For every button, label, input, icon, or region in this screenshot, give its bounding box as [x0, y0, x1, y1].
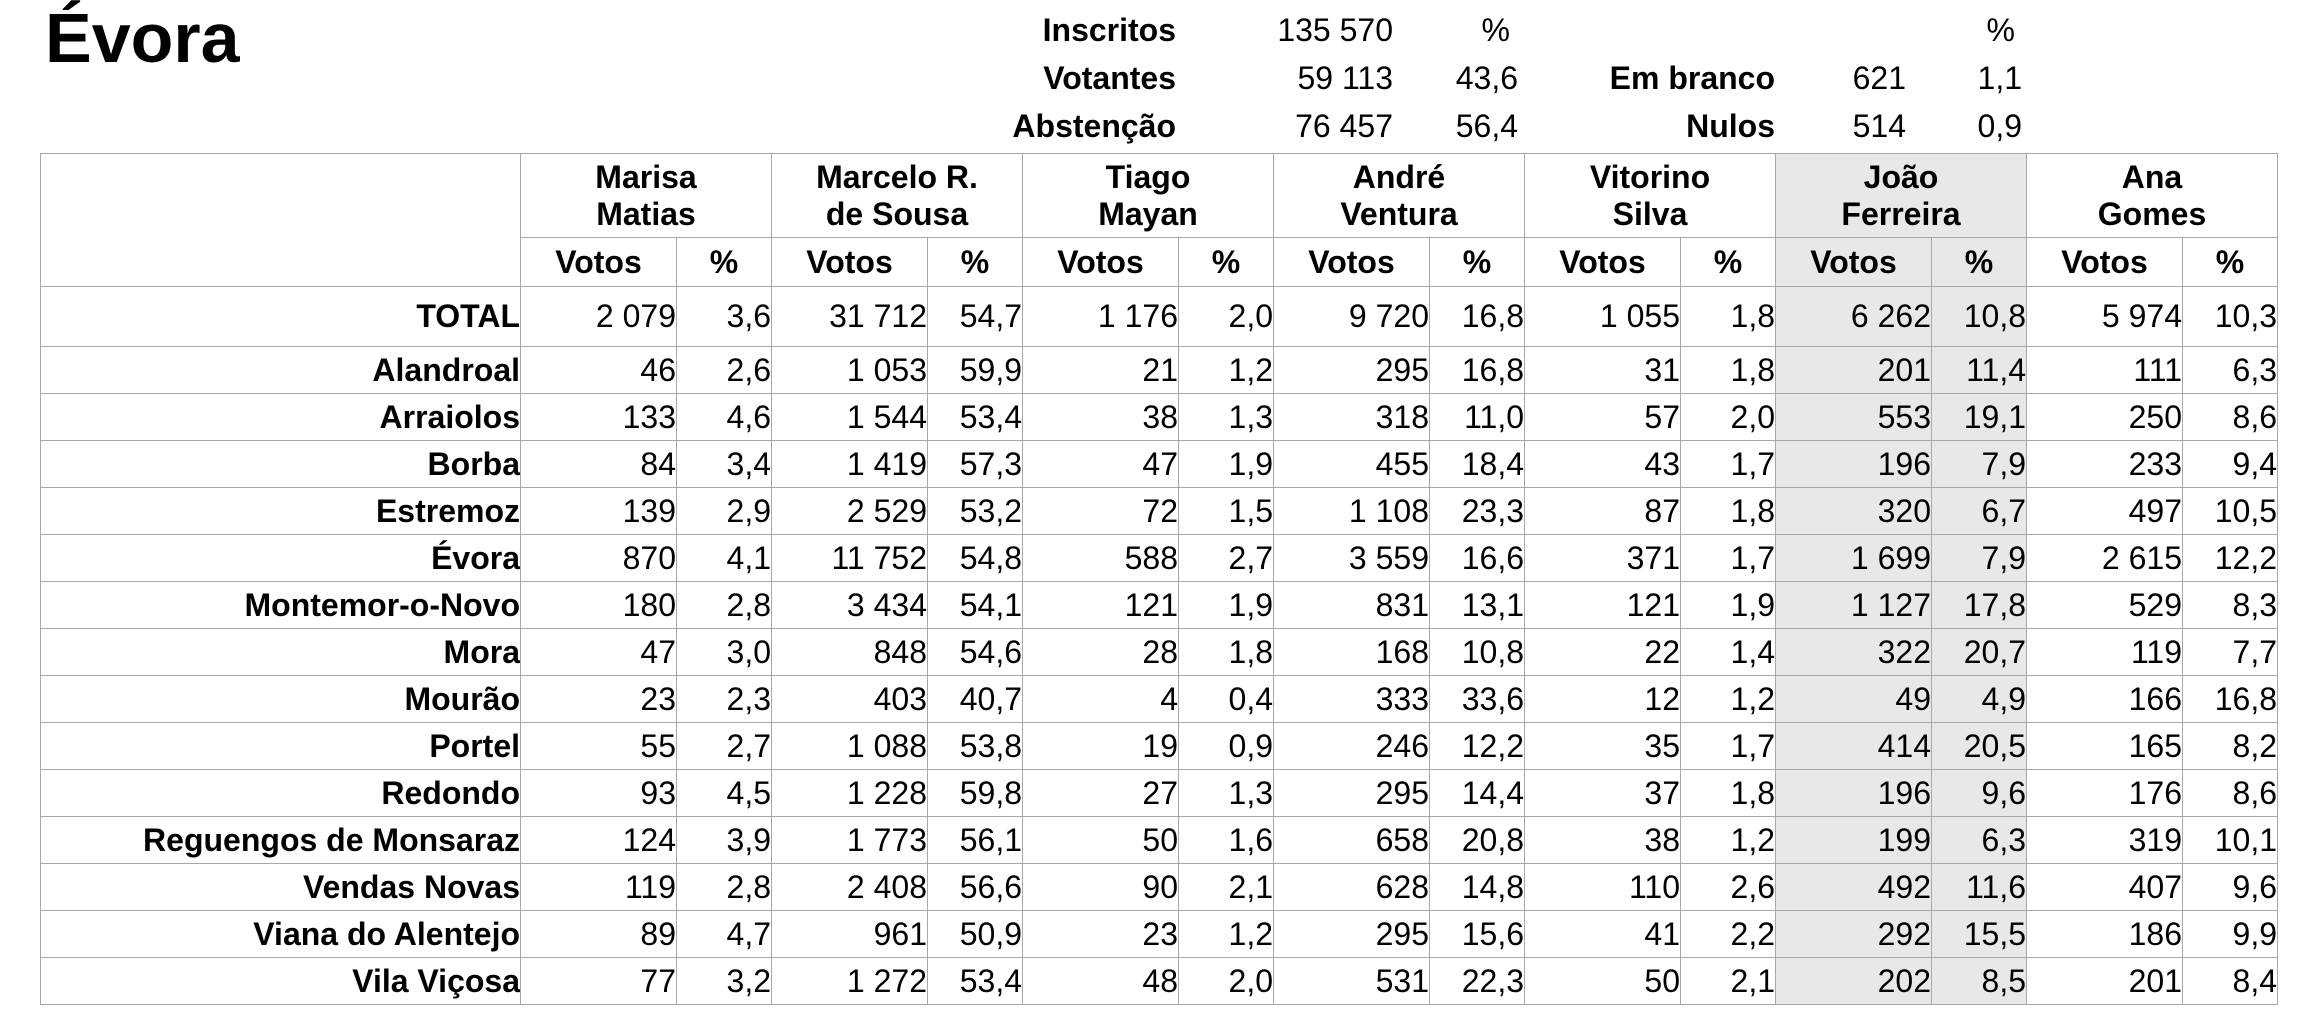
votes-cell: 72	[1023, 488, 1179, 535]
inscritos-pct-header: %	[1481, 12, 1510, 48]
municipality-name: Vila Viçosa	[41, 958, 521, 1005]
votes-cell: 27	[1023, 770, 1179, 817]
votes-cell: 55	[521, 723, 677, 770]
votes-cell: 1 088	[772, 723, 928, 770]
votes-cell: 319	[2027, 817, 2183, 864]
results-table	[40, 153, 2278, 1005]
votes-cell: 529	[2027, 582, 2183, 629]
votes-cell: 37	[1525, 770, 1681, 817]
pct-cell: 10,3	[2183, 287, 2278, 347]
candidate-name-line1: Tiago	[1105, 158, 1191, 195]
votes-header: Votos	[772, 238, 928, 287]
votes-cell: 202	[1776, 958, 1932, 1005]
municipality-name: Arraiolos	[41, 394, 521, 441]
votes-cell: 1 055	[1525, 287, 1681, 347]
votes-cell: 407	[2027, 864, 2183, 911]
municipality-name: Estremoz	[41, 488, 521, 535]
pct-cell: 2,6	[1681, 864, 1776, 911]
municipality-name: Redondo	[41, 770, 521, 817]
pct-cell: 40,7	[928, 676, 1023, 723]
votes-header: Votos	[1525, 238, 1681, 287]
pct-cell: 16,6	[1430, 535, 1525, 582]
municipality-name: Portel	[41, 723, 521, 770]
pct-cell: 1,8	[1179, 629, 1274, 676]
right-pct-header: %	[1986, 12, 2015, 48]
pct-header: %	[1681, 238, 1776, 287]
votes-cell: 295	[1274, 770, 1430, 817]
votes-cell: 1 176	[1023, 287, 1179, 347]
votes-cell: 31 712	[772, 287, 928, 347]
votes-cell: 1 053	[772, 347, 928, 394]
votes-cell: 23	[521, 676, 677, 723]
pct-header: %	[1932, 238, 2027, 287]
pct-cell: 6,3	[1932, 817, 2027, 864]
votes-cell: 23	[1023, 911, 1179, 958]
votes-cell: 176	[2027, 770, 2183, 817]
pct-cell: 23,3	[1430, 488, 1525, 535]
pct-cell: 1,2	[1681, 817, 1776, 864]
candidate-header	[1776, 154, 2027, 238]
municipality-name: Mourão	[41, 676, 521, 723]
pct-header: %	[2183, 238, 2278, 287]
votes-cell: 320	[1776, 488, 1932, 535]
pct-cell: 2,0	[1681, 394, 1776, 441]
votes-cell: 9 720	[1274, 287, 1430, 347]
votes-cell: 658	[1274, 817, 1430, 864]
votes-cell: 497	[2027, 488, 2183, 535]
votes-cell: 84	[521, 441, 677, 488]
pct-cell: 4,7	[677, 911, 772, 958]
abstencao-pct: 56,4	[1455, 108, 1518, 144]
votes-cell: 168	[1274, 629, 1430, 676]
candidate-header	[521, 154, 772, 238]
votes-cell: 455	[1274, 441, 1430, 488]
votes-cell: 848	[772, 629, 928, 676]
pct-cell: 14,8	[1430, 864, 1525, 911]
votes-cell: 31	[1525, 347, 1681, 394]
votes-cell: 12	[1525, 676, 1681, 723]
branco-value: 621	[1852, 60, 1906, 96]
votes-cell: 47	[1023, 441, 1179, 488]
pct-cell: 10,8	[1430, 629, 1525, 676]
pct-cell: 7,9	[1932, 441, 2027, 488]
table-row	[41, 911, 2278, 958]
votantes-label: Votantes	[1043, 60, 1176, 96]
pct-cell: 1,9	[1179, 441, 1274, 488]
votes-cell: 119	[2027, 629, 2183, 676]
pct-cell: 7,9	[1932, 535, 2027, 582]
pct-cell: 15,5	[1932, 911, 2027, 958]
votes-cell: 6 262	[1776, 287, 1932, 347]
votes-cell: 4	[1023, 676, 1179, 723]
votes-header: Votos	[1776, 238, 1932, 287]
pct-cell: 10,8	[1932, 287, 2027, 347]
pct-cell: 2,7	[677, 723, 772, 770]
votes-header: Votos	[1023, 238, 1179, 287]
pct-cell: 11,6	[1932, 864, 2027, 911]
votes-cell: 19	[1023, 723, 1179, 770]
votes-cell: 87	[1525, 488, 1681, 535]
votes-cell: 35	[1525, 723, 1681, 770]
votes-cell: 119	[521, 864, 677, 911]
candidate-name-line2: de Sousa	[825, 195, 969, 232]
votes-cell: 1 419	[772, 441, 928, 488]
pct-cell: 1,9	[1179, 582, 1274, 629]
votes-cell: 403	[772, 676, 928, 723]
table-row	[41, 629, 2278, 676]
pct-cell: 50,9	[928, 911, 1023, 958]
table-row	[41, 676, 2278, 723]
pct-cell: 10,1	[2183, 817, 2278, 864]
votes-cell: 333	[1274, 676, 1430, 723]
votes-cell: 196	[1776, 441, 1932, 488]
abstencao-value: 76 457	[1295, 108, 1393, 144]
votes-cell: 139	[521, 488, 677, 535]
pct-cell: 0,4	[1179, 676, 1274, 723]
table-row	[41, 770, 2278, 817]
pct-cell: 59,8	[928, 770, 1023, 817]
pct-cell: 20,8	[1430, 817, 1525, 864]
pct-cell: 2,1	[1681, 958, 1776, 1005]
candidate-name-line2: Ferreira	[1841, 195, 1961, 232]
pct-cell: 1,4	[1681, 629, 1776, 676]
votes-cell: 1 773	[772, 817, 928, 864]
votes-cell: 57	[1525, 394, 1681, 441]
pct-cell: 1,3	[1179, 770, 1274, 817]
nulos-pct: 0,9	[1977, 108, 2022, 144]
pct-cell: 53,4	[928, 394, 1023, 441]
candidate-header	[2027, 154, 2278, 238]
pct-cell: 16,8	[2183, 676, 2278, 723]
municipality-name: Mora	[41, 629, 521, 676]
votes-cell: 111	[2027, 347, 2183, 394]
votes-cell: 196	[1776, 770, 1932, 817]
votes-cell: 28	[1023, 629, 1179, 676]
pct-cell: 15,6	[1430, 911, 1525, 958]
branco-label: Em branco	[1609, 60, 1775, 96]
pct-cell: 4,9	[1932, 676, 2027, 723]
municipality-name: Borba	[41, 441, 521, 488]
municipality-name: Alandroal	[41, 347, 521, 394]
candidate-name-line1: Ana	[2121, 158, 2183, 195]
votes-cell: 77	[521, 958, 677, 1005]
votes-cell: 90	[1023, 864, 1179, 911]
municipality-name: Vendas Novas	[41, 864, 521, 911]
votes-cell: 201	[1776, 347, 1932, 394]
votes-cell: 870	[521, 535, 677, 582]
candidate-header	[1274, 154, 1525, 238]
pct-cell: 19,1	[1932, 394, 2027, 441]
pct-cell: 9,9	[2183, 911, 2278, 958]
pct-header: %	[1430, 238, 1525, 287]
votes-cell: 1 699	[1776, 535, 1932, 582]
votes-cell: 1 544	[772, 394, 928, 441]
votes-cell: 588	[1023, 535, 1179, 582]
total-row	[41, 287, 2278, 347]
pct-cell: 8,3	[2183, 582, 2278, 629]
candidate-header	[772, 154, 1023, 238]
candidate-name-line2: Mayan	[1098, 195, 1198, 232]
pct-cell: 16,8	[1430, 287, 1525, 347]
pct-cell: 56,6	[928, 864, 1023, 911]
branco-pct: 1,1	[1977, 60, 2022, 96]
pct-cell: 1,9	[1681, 582, 1776, 629]
pct-cell: 1,8	[1681, 488, 1776, 535]
pct-cell: 2,6	[677, 347, 772, 394]
pct-cell: 8,6	[2183, 770, 2278, 817]
pct-cell: 8,6	[2183, 394, 2278, 441]
pct-cell: 12,2	[1430, 723, 1525, 770]
votes-cell: 2 408	[772, 864, 928, 911]
candidate-header-row	[41, 154, 2278, 238]
votes-cell: 295	[1274, 347, 1430, 394]
votes-cell: 1 228	[772, 770, 928, 817]
votes-cell: 233	[2027, 441, 2183, 488]
pct-cell: 1,2	[1179, 911, 1274, 958]
pct-cell: 14,4	[1430, 770, 1525, 817]
votes-cell: 50	[1525, 958, 1681, 1005]
votes-cell: 531	[1274, 958, 1430, 1005]
candidate-name-line1: João	[1863, 158, 1939, 195]
votes-cell: 492	[1776, 864, 1932, 911]
votes-header: Votos	[2027, 238, 2183, 287]
votes-cell: 21	[1023, 347, 1179, 394]
votes-cell: 961	[772, 911, 928, 958]
votes-cell: 41	[1525, 911, 1681, 958]
table-row	[41, 394, 2278, 441]
votantes-value: 59 113	[1297, 60, 1393, 96]
pct-cell: 4,1	[677, 535, 772, 582]
candidate-header	[1023, 154, 1274, 238]
summary-row-votantes	[0, 54, 2313, 102]
pct-cell: 20,7	[1932, 629, 2027, 676]
pct-cell: 2,1	[1179, 864, 1274, 911]
pct-cell: 2,0	[1179, 287, 1274, 347]
pct-header: %	[677, 238, 772, 287]
nulos-label: Nulos	[1686, 108, 1775, 144]
pct-cell: 1,2	[1681, 676, 1776, 723]
abstencao-label: Abstenção	[1012, 108, 1176, 144]
candidate-name-line2: Matias	[596, 195, 696, 232]
pct-cell: 2,0	[1179, 958, 1274, 1005]
table-row	[41, 441, 2278, 488]
votes-cell: 110	[1525, 864, 1681, 911]
votes-header: Votos	[1274, 238, 1430, 287]
pct-cell: 0,9	[1179, 723, 1274, 770]
votes-cell: 121	[1525, 582, 1681, 629]
votes-cell: 628	[1274, 864, 1430, 911]
votes-cell: 322	[1776, 629, 1932, 676]
table-row	[41, 817, 2278, 864]
votes-cell: 133	[521, 394, 677, 441]
table-row	[41, 347, 2278, 394]
votes-cell: 3 434	[772, 582, 928, 629]
votes-cell: 414	[1776, 723, 1932, 770]
pct-cell: 53,4	[928, 958, 1023, 1005]
votes-cell: 89	[521, 911, 677, 958]
pct-cell: 13,1	[1430, 582, 1525, 629]
table-row	[41, 488, 2278, 535]
pct-cell: 8,2	[2183, 723, 2278, 770]
pct-cell: 57,3	[928, 441, 1023, 488]
table-row	[41, 723, 2278, 770]
municipality-name: Montemor-o-Novo	[41, 582, 521, 629]
candidate-name-line1: Marcelo R.	[816, 158, 978, 195]
votes-cell: 250	[2027, 394, 2183, 441]
votes-cell: 165	[2027, 723, 2183, 770]
pct-cell: 1,7	[1681, 535, 1776, 582]
pct-cell: 1,8	[1681, 347, 1776, 394]
pct-cell: 4,5	[677, 770, 772, 817]
votes-cell: 48	[1023, 958, 1179, 1005]
votes-cell: 2 615	[2027, 535, 2183, 582]
table-row	[41, 582, 2278, 629]
pct-cell: 2,2	[1681, 911, 1776, 958]
votes-cell: 22	[1525, 629, 1681, 676]
pct-cell: 54,6	[928, 629, 1023, 676]
pct-cell: 1,7	[1681, 441, 1776, 488]
pct-header: %	[928, 238, 1023, 287]
pct-cell: 1,2	[1179, 347, 1274, 394]
votes-cell: 50	[1023, 817, 1179, 864]
pct-cell: 12,2	[2183, 535, 2278, 582]
votes-cell: 553	[1776, 394, 1932, 441]
pct-cell: 1,7	[1681, 723, 1776, 770]
votes-cell: 292	[1776, 911, 1932, 958]
municipality-name: Évora	[41, 535, 521, 582]
inscritos-value: 135 570	[1277, 12, 1393, 48]
votes-cell: 47	[521, 629, 677, 676]
pct-cell: 4,6	[677, 394, 772, 441]
pct-cell: 3,4	[677, 441, 772, 488]
votes-cell: 49	[1776, 676, 1932, 723]
municipality-name: Reguengos de Monsaraz	[41, 817, 521, 864]
pct-cell: 2,9	[677, 488, 772, 535]
votes-cell: 46	[521, 347, 677, 394]
pct-cell: 1,6	[1179, 817, 1274, 864]
pct-cell: 9,6	[2183, 864, 2278, 911]
pct-cell: 53,8	[928, 723, 1023, 770]
votes-cell: 38	[1525, 817, 1681, 864]
pct-cell: 7,7	[2183, 629, 2278, 676]
pct-cell: 22,3	[1430, 958, 1525, 1005]
candidate-name-line2: Gomes	[2097, 195, 2207, 232]
pct-header: %	[1179, 238, 1274, 287]
pct-cell: 16,8	[1430, 347, 1525, 394]
pct-cell: 1,5	[1179, 488, 1274, 535]
table-row	[41, 535, 2278, 582]
summary-row-inscritos	[0, 6, 2313, 54]
pct-cell: 6,7	[1932, 488, 2027, 535]
votes-cell: 93	[521, 770, 677, 817]
pct-cell: 9,6	[1932, 770, 2027, 817]
votes-cell: 38	[1023, 394, 1179, 441]
table-row	[41, 864, 2278, 911]
pct-cell: 8,5	[1932, 958, 2027, 1005]
votes-cell: 11 752	[772, 535, 928, 582]
pct-cell: 54,7	[928, 287, 1023, 347]
table-row	[41, 958, 2278, 1005]
votes-cell: 246	[1274, 723, 1430, 770]
pct-cell: 3,9	[677, 817, 772, 864]
pct-cell: 2,7	[1179, 535, 1274, 582]
votes-cell: 201	[2027, 958, 2183, 1005]
votes-cell: 43	[1525, 441, 1681, 488]
pct-cell: 8,4	[2183, 958, 2278, 1005]
pct-cell: 11,4	[1932, 347, 2027, 394]
pct-cell: 6,3	[2183, 347, 2278, 394]
votes-cell: 831	[1274, 582, 1430, 629]
votes-cell: 2 079	[521, 287, 677, 347]
pct-cell: 54,1	[928, 582, 1023, 629]
pct-cell: 1,8	[1681, 770, 1776, 817]
pct-cell: 2,3	[677, 676, 772, 723]
candidate-name-line1: Vitorino	[1589, 158, 1711, 195]
votes-cell: 199	[1776, 817, 1932, 864]
pct-cell: 3,0	[677, 629, 772, 676]
pct-cell: 53,2	[928, 488, 1023, 535]
candidate-header	[1525, 154, 1776, 238]
pct-cell: 18,4	[1430, 441, 1525, 488]
pct-cell: 2,8	[677, 864, 772, 911]
votes-cell: 371	[1525, 535, 1681, 582]
votes-cell: 124	[521, 817, 677, 864]
votes-cell: 318	[1274, 394, 1430, 441]
votes-cell: 166	[2027, 676, 2183, 723]
votes-cell: 2 529	[772, 488, 928, 535]
votes-cell: 1 108	[1274, 488, 1430, 535]
votes-cell: 5 974	[2027, 287, 2183, 347]
pct-cell: 33,6	[1430, 676, 1525, 723]
votes-cell: 1 272	[772, 958, 928, 1005]
votes-cell: 3 559	[1274, 535, 1430, 582]
page-title: Évora	[45, 0, 240, 77]
nulos-value: 514	[1852, 108, 1906, 144]
votantes-pct: 43,6	[1455, 60, 1518, 96]
candidate-name-line1: André	[1352, 158, 1446, 195]
pct-cell: 59,9	[928, 347, 1023, 394]
pct-cell: 56,1	[928, 817, 1023, 864]
votes-cell: 180	[521, 582, 677, 629]
pct-cell: 3,2	[677, 958, 772, 1005]
inscritos-label: Inscritos	[1042, 12, 1176, 48]
summary-row-abstencao	[0, 102, 2313, 150]
pct-cell: 11,0	[1430, 394, 1525, 441]
table-corner	[41, 154, 521, 287]
pct-cell: 20,5	[1932, 723, 2027, 770]
municipality-name: Viana do Alentejo	[41, 911, 521, 958]
votes-cell: 295	[1274, 911, 1430, 958]
municipality-name: TOTAL	[41, 287, 521, 347]
pct-cell: 10,5	[2183, 488, 2278, 535]
pct-cell: 17,8	[1932, 582, 2027, 629]
pct-cell: 2,8	[677, 582, 772, 629]
votes-cell: 121	[1023, 582, 1179, 629]
pct-cell: 1,8	[1681, 287, 1776, 347]
pct-cell: 9,4	[2183, 441, 2278, 488]
pct-cell: 54,8	[928, 535, 1023, 582]
candidate-name-line2: Ventura	[1340, 195, 1458, 232]
candidate-name-line2: Silva	[1612, 195, 1688, 232]
candidate-name-line1: Marisa	[595, 158, 697, 195]
pct-cell: 3,6	[677, 287, 772, 347]
votes-cell: 186	[2027, 911, 2183, 958]
votes-cell: 1 127	[1776, 582, 1932, 629]
votes-header: Votos	[521, 238, 677, 287]
pct-cell: 1,3	[1179, 394, 1274, 441]
